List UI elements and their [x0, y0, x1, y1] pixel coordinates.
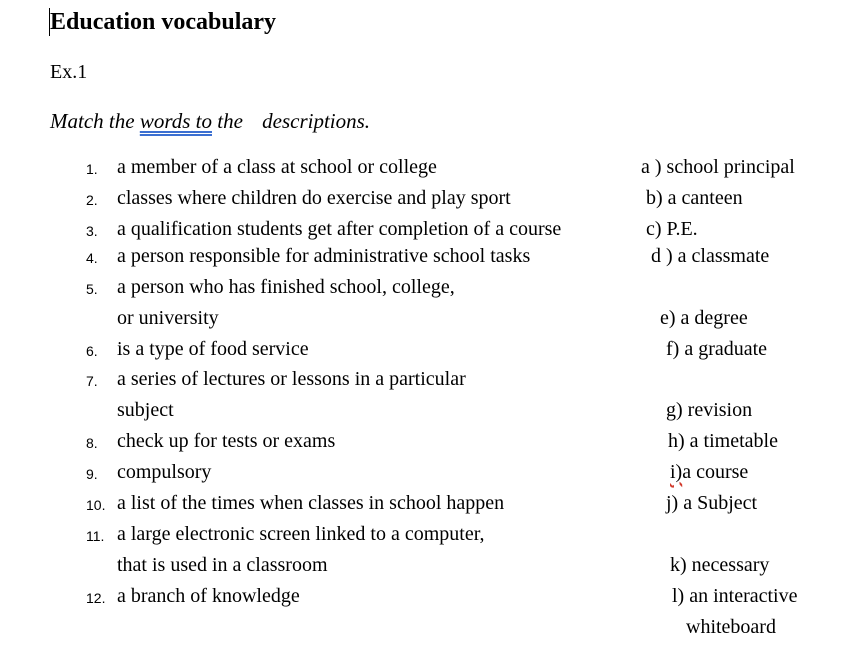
list-item	[0, 460, 848, 486]
item-number: 11.	[86, 528, 105, 544]
instruction-part-1: Match the	[50, 109, 140, 133]
item-answer: f) a graduate	[666, 338, 768, 360]
list-item	[0, 155, 848, 181]
item-number: 6.	[86, 343, 98, 359]
item-number: 9.	[86, 466, 98, 482]
item-number: 10.	[86, 497, 106, 513]
list-item	[0, 522, 848, 548]
item-description: a large electronic screen linked to a computer,	[117, 523, 485, 545]
item-answer: d ) a classmate	[651, 245, 770, 267]
item-answer: k) necessary	[670, 554, 770, 576]
list-item	[0, 491, 848, 517]
item-description: a qualification students get after completion of a course	[117, 218, 562, 240]
item-number: 8.	[86, 435, 98, 451]
item-description: a branch of knowledge	[117, 585, 300, 607]
item-description-continuation: subject	[117, 399, 174, 421]
item-description: a person responsible for administrative school tasks	[117, 245, 531, 267]
item-description: a series of lectures or lessons in a particular	[117, 368, 466, 390]
instruction-underlined: words to	[139, 109, 212, 133]
item-description: check up for tests or exams	[117, 430, 336, 452]
spellcheck-marked-text: i)	[670, 461, 683, 483]
item-answer: h) a timetable	[668, 430, 778, 452]
item-answer-continuation: whiteboard	[686, 616, 776, 638]
item-answer-text: a course	[682, 461, 749, 483]
list-item	[0, 584, 848, 610]
list-item	[0, 186, 848, 212]
item-description: a list of the times when classes in school happen	[117, 492, 505, 514]
instruction-part-3: descriptions.	[262, 109, 371, 133]
list-item	[0, 217, 848, 243]
item-number: 12.	[86, 590, 106, 606]
item-number: 7.	[86, 373, 98, 389]
document-title: Education vocabulary	[50, 9, 277, 35]
item-answer: c) P.E.	[646, 218, 698, 240]
item-description: a member of a class at school or college	[117, 156, 437, 178]
item-answer: g) revision	[666, 399, 753, 421]
list-item	[0, 429, 848, 455]
item-description: is a type of food service	[117, 338, 309, 360]
item-description: a person who has finished school, college,	[117, 276, 455, 298]
instruction-part-2: the	[211, 109, 249, 133]
item-description: classes where children do exercise and play sport	[117, 187, 511, 209]
list-item	[0, 337, 848, 363]
item-answer: a ) school principal	[641, 156, 795, 178]
list-item-continuation	[0, 553, 848, 579]
list-item	[0, 275, 848, 301]
item-number: 3.	[86, 223, 98, 239]
item-answer: l) an interactive	[672, 585, 798, 607]
item-description: compulsory	[117, 461, 212, 483]
list-item	[0, 367, 848, 393]
list-item-continuation	[0, 398, 848, 424]
item-description-continuation: that is used in a classroom	[117, 554, 328, 576]
list-item-continuation	[0, 615, 848, 641]
exercise-label: Ex.1	[50, 61, 88, 83]
item-answer	[670, 460, 748, 484]
instruction-text	[50, 108, 370, 134]
item-answer: j) a Subject	[666, 492, 758, 514]
item-answer: e) a degree	[660, 307, 748, 329]
item-number: 1.	[86, 161, 98, 177]
item-description-continuation: or university	[117, 307, 219, 329]
item-answer: b) a canteen	[646, 187, 743, 209]
list-item	[0, 244, 848, 270]
item-number: 4.	[86, 250, 98, 266]
item-number: 2.	[86, 192, 98, 208]
item-number: 5.	[86, 281, 98, 297]
list-item-continuation	[0, 306, 848, 332]
